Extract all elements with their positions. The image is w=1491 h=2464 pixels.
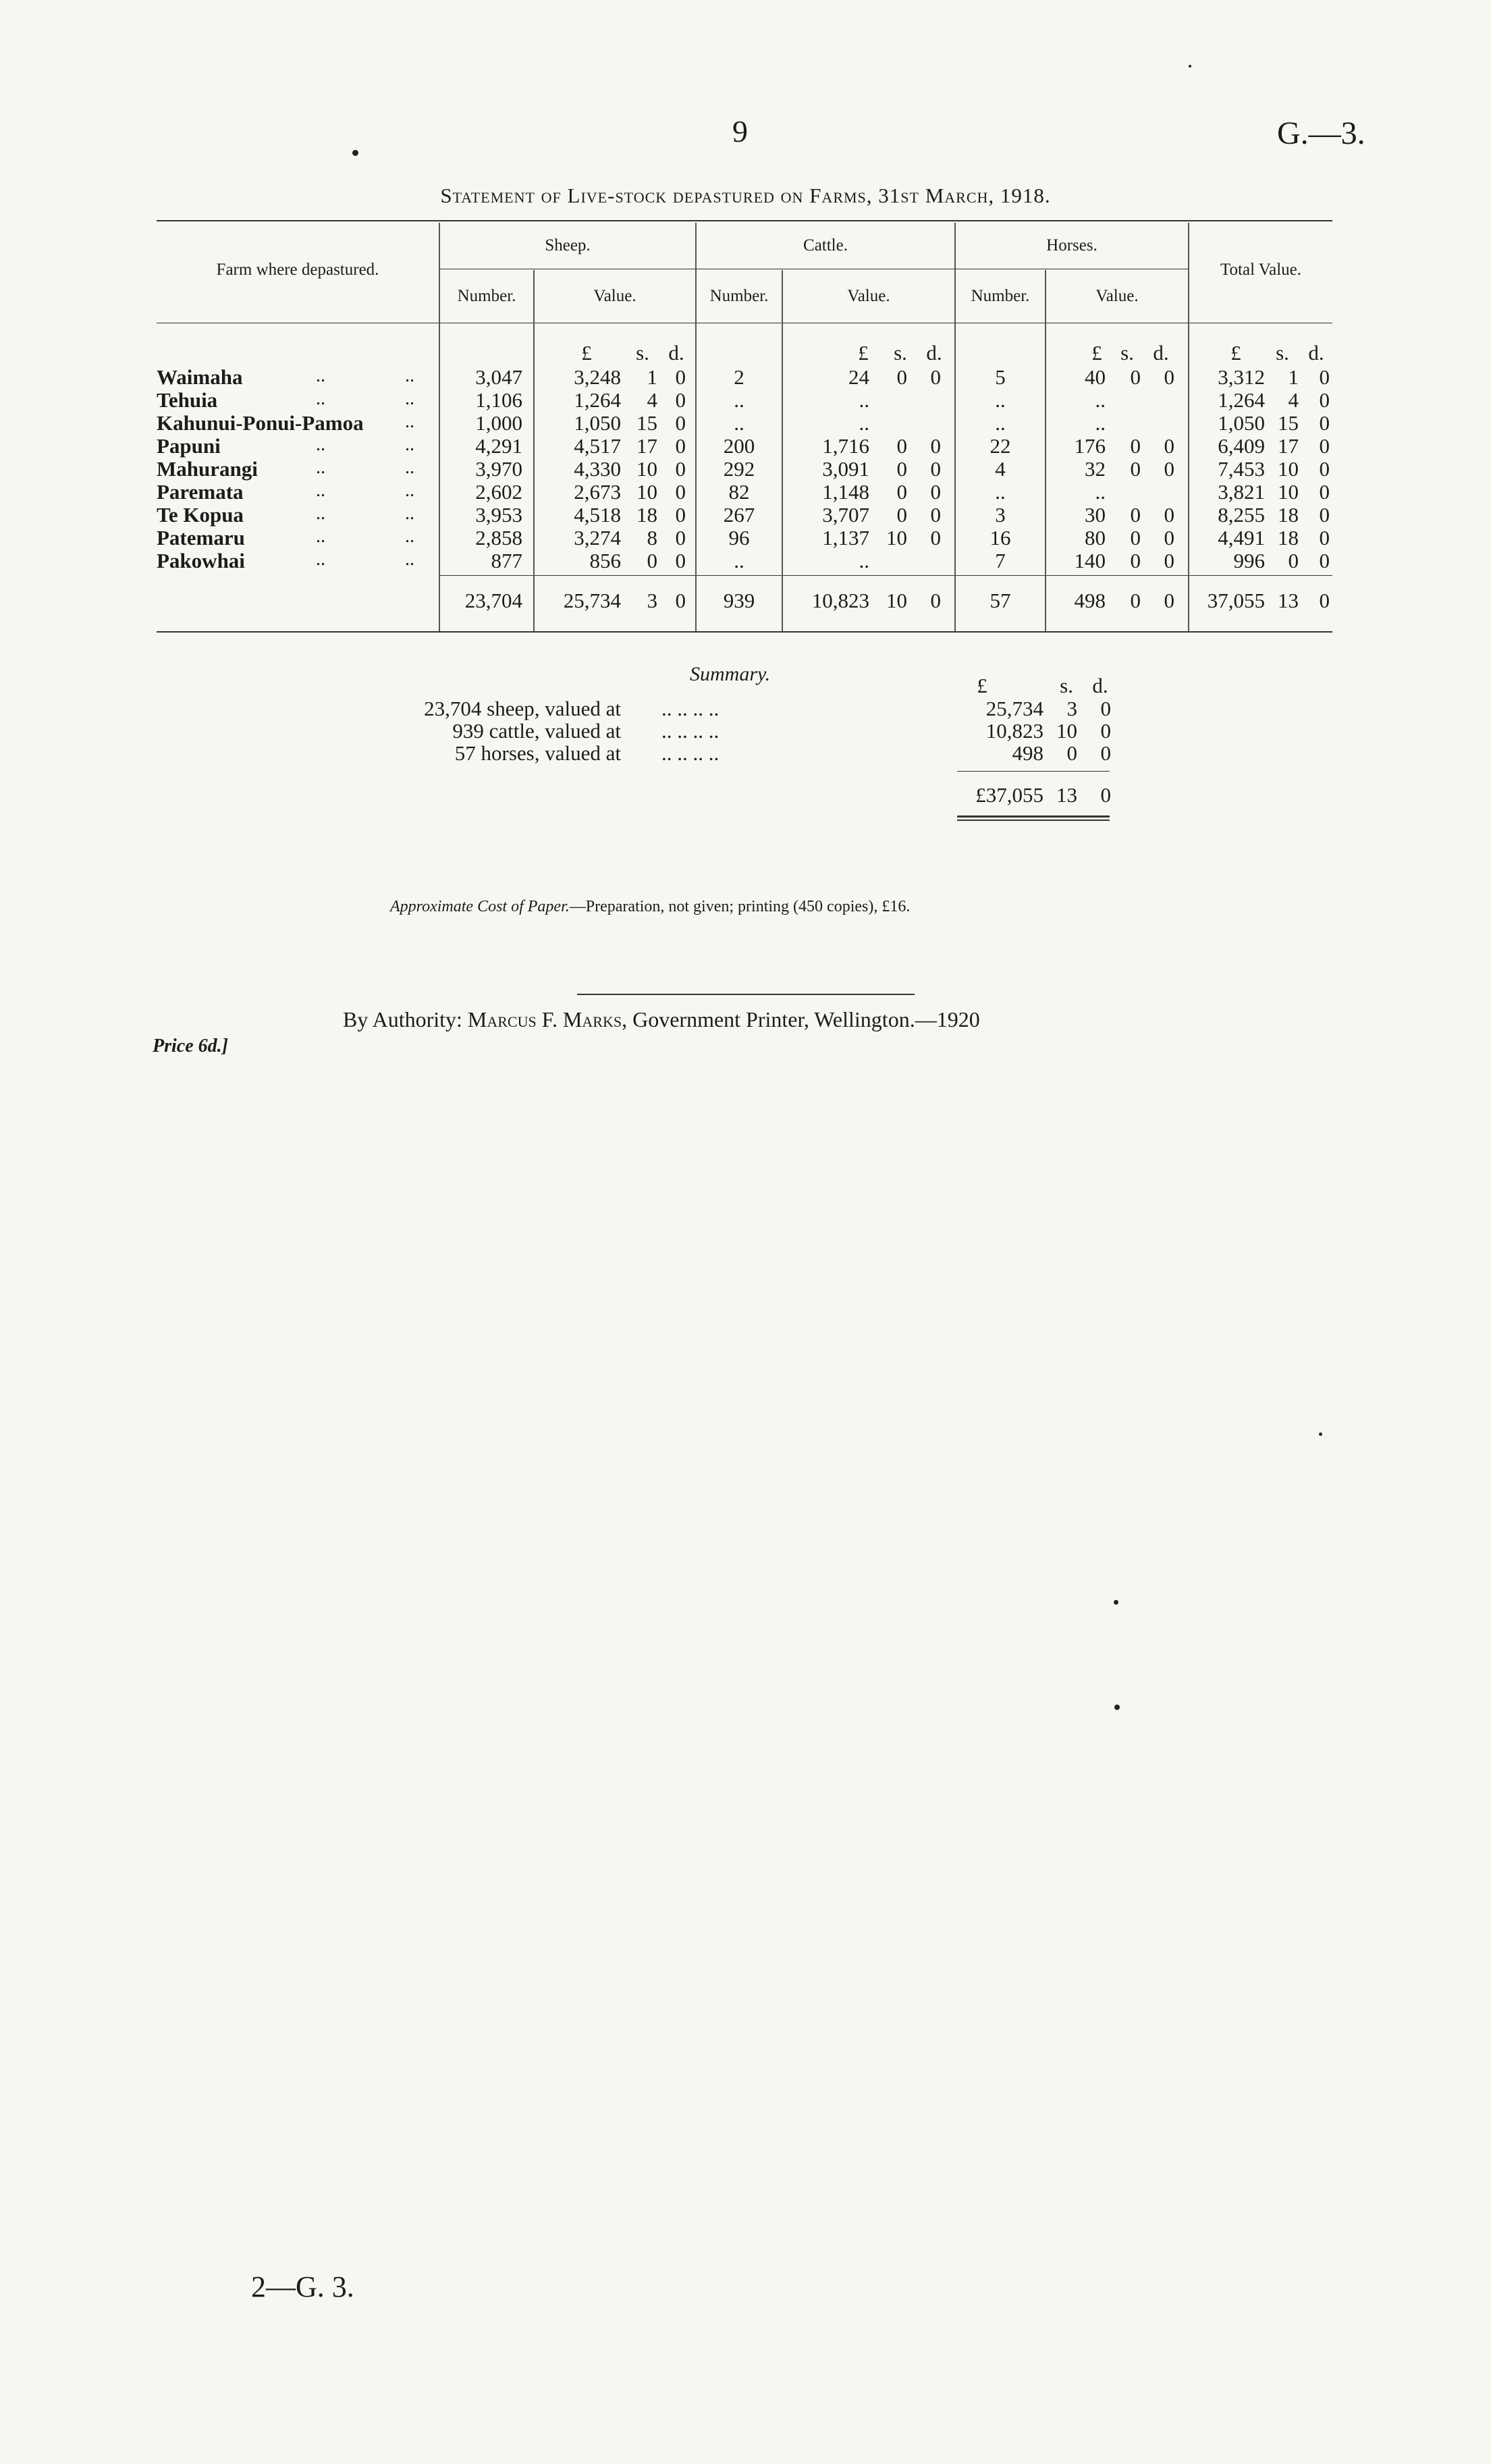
cell-cattle-s: 0 xyxy=(896,503,907,527)
cell-horses-s: 0 xyxy=(1130,434,1141,458)
summary-cattle-pence: 0 xyxy=(1100,719,1111,743)
total-sheep-pounds: 25,734 xyxy=(563,589,621,612)
summary-double-rule xyxy=(957,815,1110,818)
summary-shilling-header: s. xyxy=(1060,674,1073,697)
total-sheep-number: 23,704 xyxy=(464,589,522,612)
total-horses-pence: 0 xyxy=(1164,589,1174,612)
summary-horses-pence: 0 xyxy=(1100,741,1111,765)
grand-total-shillings: 13 xyxy=(1278,589,1299,612)
leader-dots: .. xyxy=(405,549,414,570)
cell-horses-l: 176 xyxy=(1074,434,1106,458)
summary-cattle-label: 939 cattle, valued at xyxy=(452,719,621,743)
header-horses-value: Value. xyxy=(1095,287,1139,305)
cell-total-s: 15 xyxy=(1278,411,1299,435)
cell-sheep-d: 0 xyxy=(675,549,686,572)
header-sheep-value: Value. xyxy=(593,287,636,305)
header-total-value: Total Value. xyxy=(1220,261,1301,279)
cell-horses-l: .. xyxy=(1095,411,1106,435)
cell-horses-s: 0 xyxy=(1130,365,1141,389)
cell-sheep-no: 3,047 xyxy=(475,365,522,389)
scan-speck xyxy=(1114,1600,1118,1605)
summary-pound-header: £ xyxy=(977,674,987,697)
cell-cattle-no: 200 xyxy=(723,434,755,458)
cell-horses-l: 40 xyxy=(1085,365,1106,389)
cell-horses-d: 0 xyxy=(1164,549,1174,572)
cell-sheep-d: 0 xyxy=(675,434,686,458)
cell-horses-d: 0 xyxy=(1164,457,1174,481)
header-cattle-number: Number. xyxy=(709,287,769,305)
cell-horses-s: 0 xyxy=(1130,526,1141,550)
cell-cattle-d: 0 xyxy=(930,503,941,527)
summary-sheep-pounds: 25,734 xyxy=(985,697,1043,720)
authority-prefix: By Authority: xyxy=(343,1007,462,1032)
leader-dots: .. xyxy=(316,480,325,501)
scan-speck xyxy=(1319,1432,1322,1436)
total-cattle-pounds: 10,823 xyxy=(811,589,869,612)
cell-sheep-s: 10 xyxy=(636,457,657,481)
cell-cattle-l: .. xyxy=(859,388,869,412)
cell-sheep-s: 15 xyxy=(636,411,657,435)
cell-horses-d: 0 xyxy=(1164,365,1174,389)
cell-horses-no: 5 xyxy=(995,365,1006,389)
cell-horses-l: 32 xyxy=(1085,457,1106,481)
sheep-pound-header: £ xyxy=(581,341,592,365)
cell-sheep-l: 1,264 xyxy=(574,388,621,412)
printer-name: Marcus F. Marks, xyxy=(467,1007,628,1032)
cell-cattle-no: .. xyxy=(734,388,744,412)
grand-total-pounds: 37,055 xyxy=(1207,589,1265,612)
cell-cattle-no: 2 xyxy=(734,365,744,389)
summary-rule xyxy=(957,771,1110,772)
summary-double-rule xyxy=(957,820,1110,821)
cell-horses-l: .. xyxy=(1095,388,1106,412)
cell-horses-no: 4 xyxy=(995,457,1006,481)
cell-cattle-l: .. xyxy=(859,411,869,435)
cell-total-d: 0 xyxy=(1319,365,1330,389)
cell-sheep-s: 18 xyxy=(636,503,657,527)
cell-horses-d: 0 xyxy=(1164,526,1174,550)
header-sheep-number: Number. xyxy=(457,287,516,305)
scan-speck xyxy=(352,150,358,156)
leader-dots: .. xyxy=(405,480,414,501)
cell-sheep-s: 17 xyxy=(636,434,657,458)
cell-cattle-l: 3,707 xyxy=(822,503,869,527)
total-pence-header: d. xyxy=(1308,341,1324,365)
header-cattle: Cattle. xyxy=(803,236,848,255)
separator-rule xyxy=(577,994,915,995)
cell-sheep-no: 4,291 xyxy=(475,434,522,458)
horses-shilling-header: s. xyxy=(1120,341,1134,365)
cell-total-l: 3,821 xyxy=(1218,480,1265,504)
table-top-rule xyxy=(157,220,1332,221)
cell-horses-d: 0 xyxy=(1164,434,1174,458)
cell-sheep-l: 856 xyxy=(589,549,621,572)
printer-authority xyxy=(343,1007,980,1032)
farm-name: Te Kopua xyxy=(157,503,244,527)
header-farm: Farm where depastured. xyxy=(216,261,379,279)
cell-cattle-d: 0 xyxy=(930,434,941,458)
cell-sheep-no: 1,106 xyxy=(475,388,522,412)
summary-cattle-pounds: 10,823 xyxy=(985,719,1043,743)
total-shilling-header: s. xyxy=(1276,341,1289,365)
total-horses-shillings: 0 xyxy=(1130,589,1141,612)
leader-dots: .. xyxy=(316,457,325,478)
signature-mark: 2—G. 3. xyxy=(251,2270,354,2303)
cell-sheep-d: 0 xyxy=(675,457,686,481)
cell-horses-no: 7 xyxy=(995,549,1006,572)
cell-cattle-d: 0 xyxy=(930,457,941,481)
cell-total-l: 6,409 xyxy=(1218,434,1265,458)
cost-note-label: Approximate Cost of Paper. xyxy=(390,898,570,915)
cattle-pence-header: d. xyxy=(926,341,942,365)
cell-sheep-d: 0 xyxy=(675,503,686,527)
table-title: Statement of Live-stock depastured on Farms, 31st March, 1918. xyxy=(440,184,1051,207)
cell-horses-no: 3 xyxy=(995,503,1006,527)
total-cattle-number: 939 xyxy=(723,589,755,612)
cell-sheep-no: 2,602 xyxy=(475,480,522,504)
table-bottom-rule xyxy=(157,631,1332,633)
leader-dots: .. xyxy=(405,434,414,455)
price-note: Price 6d.] xyxy=(153,1036,228,1056)
cell-total-s: 0 xyxy=(1288,549,1299,572)
cell-sheep-l: 4,330 xyxy=(574,457,621,481)
cell-total-s: 10 xyxy=(1278,457,1299,481)
cell-sheep-s: 1 xyxy=(647,365,657,389)
summary-pence-header: d. xyxy=(1092,674,1108,697)
summary-title: Summary. xyxy=(690,663,771,685)
cell-horses-no: 16 xyxy=(990,526,1011,550)
sheep-pence-header: d. xyxy=(668,341,684,365)
farm-name: Mahurangi xyxy=(157,457,258,481)
horses-pence-header: d. xyxy=(1153,341,1169,365)
header-sheep: Sheep. xyxy=(545,236,591,255)
cell-sheep-l: 2,673 xyxy=(574,480,621,504)
leader-dots: .. xyxy=(316,549,325,570)
summary-leaders: .. .. .. .. xyxy=(661,697,720,720)
cell-total-s: 1 xyxy=(1288,365,1299,389)
header-horses: Horses. xyxy=(1046,236,1097,255)
cell-sheep-no: 3,953 xyxy=(475,503,522,527)
total-horses-pounds: 498 xyxy=(1074,589,1106,612)
header-cattle-value: Value. xyxy=(847,287,890,305)
total-horses-number: 57 xyxy=(990,589,1011,612)
cell-sheep-no: 877 xyxy=(491,549,522,572)
cell-total-l: 996 xyxy=(1233,549,1265,572)
summary-leaders: .. .. .. .. xyxy=(661,719,720,743)
total-cattle-shillings: 10 xyxy=(886,589,907,612)
cell-total-l: 1,050 xyxy=(1218,411,1265,435)
cell-total-d: 0 xyxy=(1319,503,1330,527)
cell-cattle-s: 0 xyxy=(896,457,907,481)
summary-sheep-label: 23,704 sheep, valued at xyxy=(424,697,621,720)
cell-cattle-no: 267 xyxy=(723,503,755,527)
cell-sheep-l: 4,517 xyxy=(574,434,621,458)
cell-sheep-no: 3,970 xyxy=(475,457,522,481)
cell-cattle-l: 1,148 xyxy=(822,480,869,504)
cell-cattle-s: 0 xyxy=(896,365,907,389)
sheep-shilling-header: s. xyxy=(636,341,649,365)
summary-cattle-shillings: 10 xyxy=(1056,719,1077,743)
cell-total-l: 4,491 xyxy=(1218,526,1265,550)
cell-sheep-d: 0 xyxy=(675,526,686,550)
cell-horses-l: 30 xyxy=(1085,503,1106,527)
cell-sheep-d: 0 xyxy=(675,411,686,435)
summary-sheep-shillings: 3 xyxy=(1066,697,1077,720)
leader-dots: .. xyxy=(405,388,414,409)
cell-cattle-d: 0 xyxy=(930,480,941,504)
cell-cattle-l: 1,716 xyxy=(822,434,869,458)
totals-rule xyxy=(440,575,1332,576)
scan-speck xyxy=(1114,1705,1120,1710)
cell-horses-d: 0 xyxy=(1164,503,1174,527)
horses-pound-header: £ xyxy=(1091,341,1102,365)
leader-dots: .. xyxy=(316,526,325,547)
cell-total-d: 0 xyxy=(1319,480,1330,504)
summary-total-shillings: 13 xyxy=(1056,783,1077,807)
summary-leaders: .. .. .. .. xyxy=(661,741,720,765)
cell-cattle-l: 1,137 xyxy=(822,526,869,550)
farm-name: Waimaha xyxy=(157,365,243,389)
cell-total-d: 0 xyxy=(1319,434,1330,458)
grand-total-pence: 0 xyxy=(1319,589,1330,612)
farm-name: Tehuia xyxy=(157,388,218,412)
cell-sheep-l: 1,050 xyxy=(574,411,621,435)
cell-total-d: 0 xyxy=(1319,457,1330,481)
cell-sheep-no: 2,858 xyxy=(475,526,522,550)
farm-name: Paremata xyxy=(157,480,244,504)
cell-sheep-l: 4,518 xyxy=(574,503,621,527)
leader-dots: .. xyxy=(405,503,414,524)
scan-speck xyxy=(1189,65,1191,68)
cell-cattle-d: 0 xyxy=(930,526,941,550)
cell-sheep-l: 3,274 xyxy=(574,526,621,550)
cell-cattle-no: 96 xyxy=(728,526,750,550)
cost-note xyxy=(390,898,910,916)
cattle-pound-header: £ xyxy=(858,341,869,365)
cell-sheep-s: 8 xyxy=(647,526,657,550)
cell-total-l: 7,453 xyxy=(1218,457,1265,481)
cell-horses-l: .. xyxy=(1095,480,1106,504)
leader-dots: .. xyxy=(316,365,325,386)
cell-sheep-l: 3,248 xyxy=(574,365,621,389)
cell-total-s: 10 xyxy=(1278,480,1299,504)
cell-horses-s: 0 xyxy=(1130,549,1141,572)
cell-cattle-no: 82 xyxy=(728,480,750,504)
total-cattle-pence: 0 xyxy=(930,589,941,612)
leader-dots: .. xyxy=(316,434,325,455)
cell-horses-no: .. xyxy=(995,388,1006,412)
cell-sheep-d: 0 xyxy=(675,388,686,412)
cell-total-d: 0 xyxy=(1319,549,1330,572)
cell-total-s: 18 xyxy=(1278,503,1299,527)
cell-sheep-d: 0 xyxy=(675,480,686,504)
total-sheep-shillings: 3 xyxy=(647,589,657,612)
cell-sheep-no: 1,000 xyxy=(475,411,522,435)
leader-dots: .. xyxy=(405,526,414,547)
total-pound-header: £ xyxy=(1230,341,1241,365)
cell-total-d: 0 xyxy=(1319,411,1330,435)
authority-suffix: Government Printer, Wellington.—1920 xyxy=(632,1007,980,1032)
leader-dots: .. xyxy=(405,457,414,478)
summary-horses-pounds: 498 xyxy=(1012,741,1043,765)
summary-total-pounds: £37,055 xyxy=(975,783,1043,807)
cell-horses-l: 80 xyxy=(1085,526,1106,550)
page-number: 9 xyxy=(732,114,748,149)
cell-total-l: 1,264 xyxy=(1218,388,1265,412)
farm-name: Pakowhai xyxy=(157,549,245,572)
leader-dots: .. xyxy=(405,365,414,386)
header-horses-number: Number. xyxy=(971,287,1030,305)
cell-cattle-no: .. xyxy=(734,549,744,572)
cell-cattle-d: 0 xyxy=(930,365,941,389)
cell-sheep-s: 10 xyxy=(636,480,657,504)
cell-sheep-d: 0 xyxy=(675,365,686,389)
cell-horses-no: .. xyxy=(995,480,1006,504)
cell-total-l: 3,312 xyxy=(1218,365,1265,389)
cell-cattle-l: 24 xyxy=(848,365,869,389)
cell-total-s: 18 xyxy=(1278,526,1299,550)
cell-cattle-no: 292 xyxy=(723,457,755,481)
cell-sheep-s: 4 xyxy=(647,388,657,412)
cell-horses-no: 22 xyxy=(990,434,1011,458)
farm-name: Kahunui-Ponui-Pamoa xyxy=(157,411,364,435)
farm-name: Patemaru xyxy=(157,526,245,550)
leader-dots: .. xyxy=(316,388,325,409)
cell-total-s: 17 xyxy=(1278,434,1299,458)
cell-total-s: 4 xyxy=(1288,388,1299,412)
cell-sheep-s: 0 xyxy=(647,549,657,572)
document-reference: G.—3. xyxy=(1277,115,1365,151)
cell-horses-no: .. xyxy=(995,411,1006,435)
summary-horses-shillings: 0 xyxy=(1066,741,1077,765)
cell-horses-l: 140 xyxy=(1074,549,1106,572)
summary-sheep-pence: 0 xyxy=(1100,697,1111,720)
cell-cattle-s: 10 xyxy=(886,526,907,550)
leader-dots: .. xyxy=(405,411,414,432)
cell-total-d: 0 xyxy=(1319,388,1330,412)
summary-total-pence: 0 xyxy=(1100,783,1111,807)
cell-cattle-l: .. xyxy=(859,549,869,572)
total-sheep-pence: 0 xyxy=(675,589,686,612)
leader-dots: .. xyxy=(316,503,325,524)
cell-cattle-s: 0 xyxy=(896,480,907,504)
cell-total-l: 8,255 xyxy=(1218,503,1265,527)
cattle-shilling-header: s. xyxy=(894,341,907,365)
cell-horses-s: 0 xyxy=(1130,457,1141,481)
cell-horses-s: 0 xyxy=(1130,503,1141,527)
cell-total-d: 0 xyxy=(1319,526,1330,550)
cost-note-text: —Preparation, not given; printing (450 copies), £16. xyxy=(569,898,911,915)
farm-name: Papuni xyxy=(157,434,221,458)
cell-cattle-l: 3,091 xyxy=(822,457,869,481)
cell-cattle-s: 0 xyxy=(896,434,907,458)
cell-cattle-no: .. xyxy=(734,411,744,435)
summary-horses-label: 57 horses, valued at xyxy=(454,741,621,765)
